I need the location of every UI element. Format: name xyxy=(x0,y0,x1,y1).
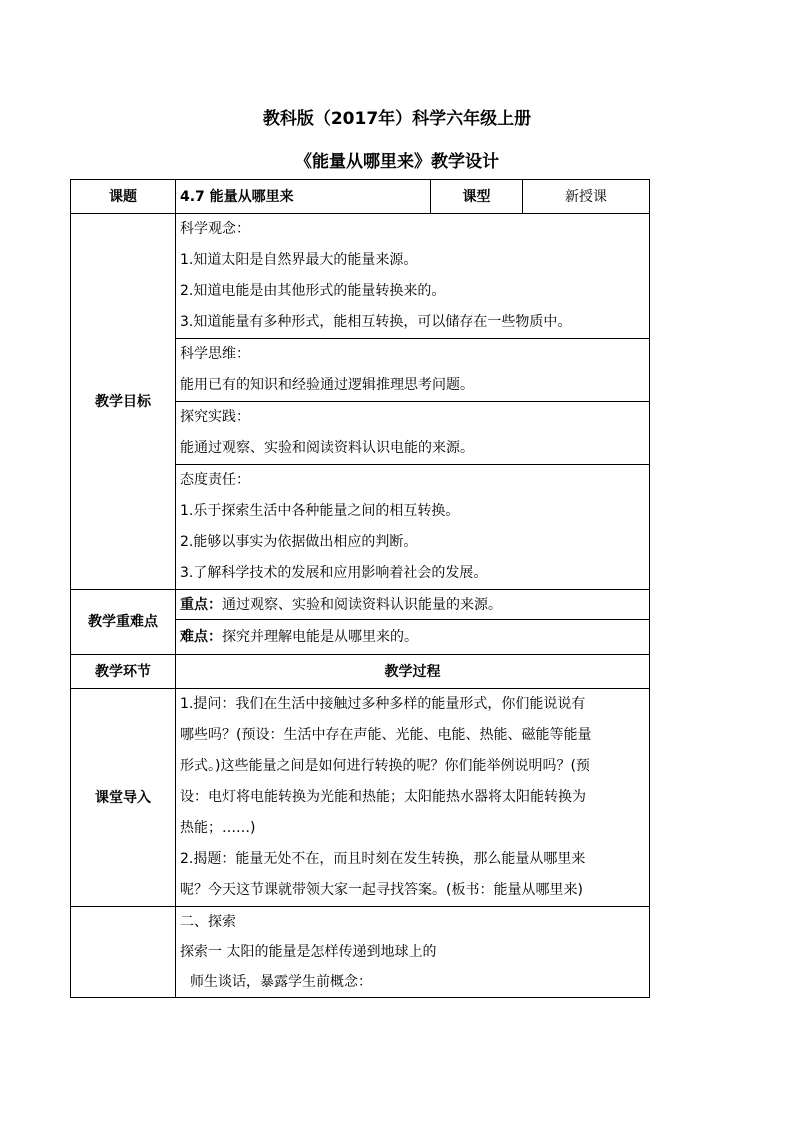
label-teaching-goals: 教学目标 xyxy=(71,214,176,590)
intro-line: 2.揭题：能量无处不在，而且时刻在发生转换，那么能量从哪里来 xyxy=(180,851,586,867)
label-explore-stage xyxy=(71,907,176,998)
goal-science-concept xyxy=(176,214,650,339)
label-teaching-process: 教学过程 xyxy=(176,655,650,689)
label-class-intro: 课堂导入 xyxy=(71,689,176,907)
intro-line: 热能；……) xyxy=(180,820,256,836)
focus-label: 重点： xyxy=(180,596,222,613)
intro-line: 设：电灯将电能转换为光能和热能；太阳能热水器将太阳能转换为 xyxy=(180,789,586,805)
document-title: 教科版（2017年）科学六年级上册 xyxy=(262,109,532,129)
goal-heading: 科学思维： xyxy=(180,346,250,362)
difficulty-text: 探究并理解电能是从哪里来的。 xyxy=(222,629,418,645)
explore-content xyxy=(176,907,650,998)
label-topic: 课题 xyxy=(71,180,176,214)
key-focus xyxy=(176,590,650,620)
explore-line: 二、探索 xyxy=(180,914,236,930)
goal-heading: 科学观念： xyxy=(180,221,250,237)
goal-attitude xyxy=(176,465,650,590)
table-row-explore xyxy=(71,907,650,998)
difficulty-label: 难点： xyxy=(180,629,222,645)
table-row-key-point xyxy=(71,590,650,620)
label-key-difficult-points: 教学重难点 xyxy=(71,590,176,655)
label-teaching-stage: 教学环节 xyxy=(71,655,176,689)
goal-heading: 态度责任： xyxy=(180,472,250,488)
goal-item: 能通过观察、实验和阅读资料认识电能的来源。 xyxy=(180,440,474,456)
focus-text: 通过观察、实验和阅读资料认识能量的来源。 xyxy=(222,596,502,613)
goal-heading: 探究实践： xyxy=(180,409,250,425)
intro-line: 呢？今天这节课就带领大家一起寻找答案。(板书：能量从哪里来) xyxy=(180,882,583,898)
table-row-goal-concept xyxy=(71,214,650,339)
explore-line: 师生谈话，暴露学生前概念： xyxy=(190,974,372,990)
goal-science-thinking xyxy=(176,339,650,402)
table-row-topic xyxy=(71,180,650,214)
goal-item: 2.知道电能是由其他形式的能量转换来的。 xyxy=(180,283,446,299)
goal-inquiry-practice xyxy=(176,402,650,465)
topic-value: 4.7 能量从哪里来 xyxy=(176,180,431,214)
explore-line: 探索一 太阳的能量是怎样传递到地球上的 xyxy=(180,944,437,960)
goal-item: 3.知道能量有多种形式，能相互转换，可以储存在一些物质中。 xyxy=(180,314,572,330)
goal-item: 能用已有的知识和经验通过逻辑推理思考问题。 xyxy=(180,377,474,393)
goal-item: 1.知道太阳是自然界最大的能量来源。 xyxy=(180,252,418,268)
intro-content xyxy=(176,689,650,907)
table-row-process-header xyxy=(71,655,650,689)
document-subtitle: 《能量从哪里来》教学设计 xyxy=(295,152,499,172)
intro-line: 哪些吗？(预设：生活中存在声能、光能、电能、热能、磁能等能量 xyxy=(180,727,592,743)
table-row-intro xyxy=(71,689,650,907)
lesson-type-value: 新授课 xyxy=(523,180,650,214)
intro-line: 1.提问：我们在生活中接触过多种多样的能量形式，你们能说说有 xyxy=(180,696,586,712)
goal-item: 1.乐于探索生活中各种能量之间的相互转换。 xyxy=(180,503,460,519)
goal-item: 2.能够以事实为依据做出相应的判断。 xyxy=(180,534,418,550)
label-lesson-type: 课型 xyxy=(431,180,523,214)
key-difficulty xyxy=(176,620,650,655)
intro-line: 形式。)这些能量之间是如何进行转换的呢？你们能举例说明吗？(预 xyxy=(180,758,590,774)
goal-item: 3.了解科学技术的发展和应用影响着社会的发展。 xyxy=(180,565,488,581)
lesson-plan-table xyxy=(70,179,650,998)
